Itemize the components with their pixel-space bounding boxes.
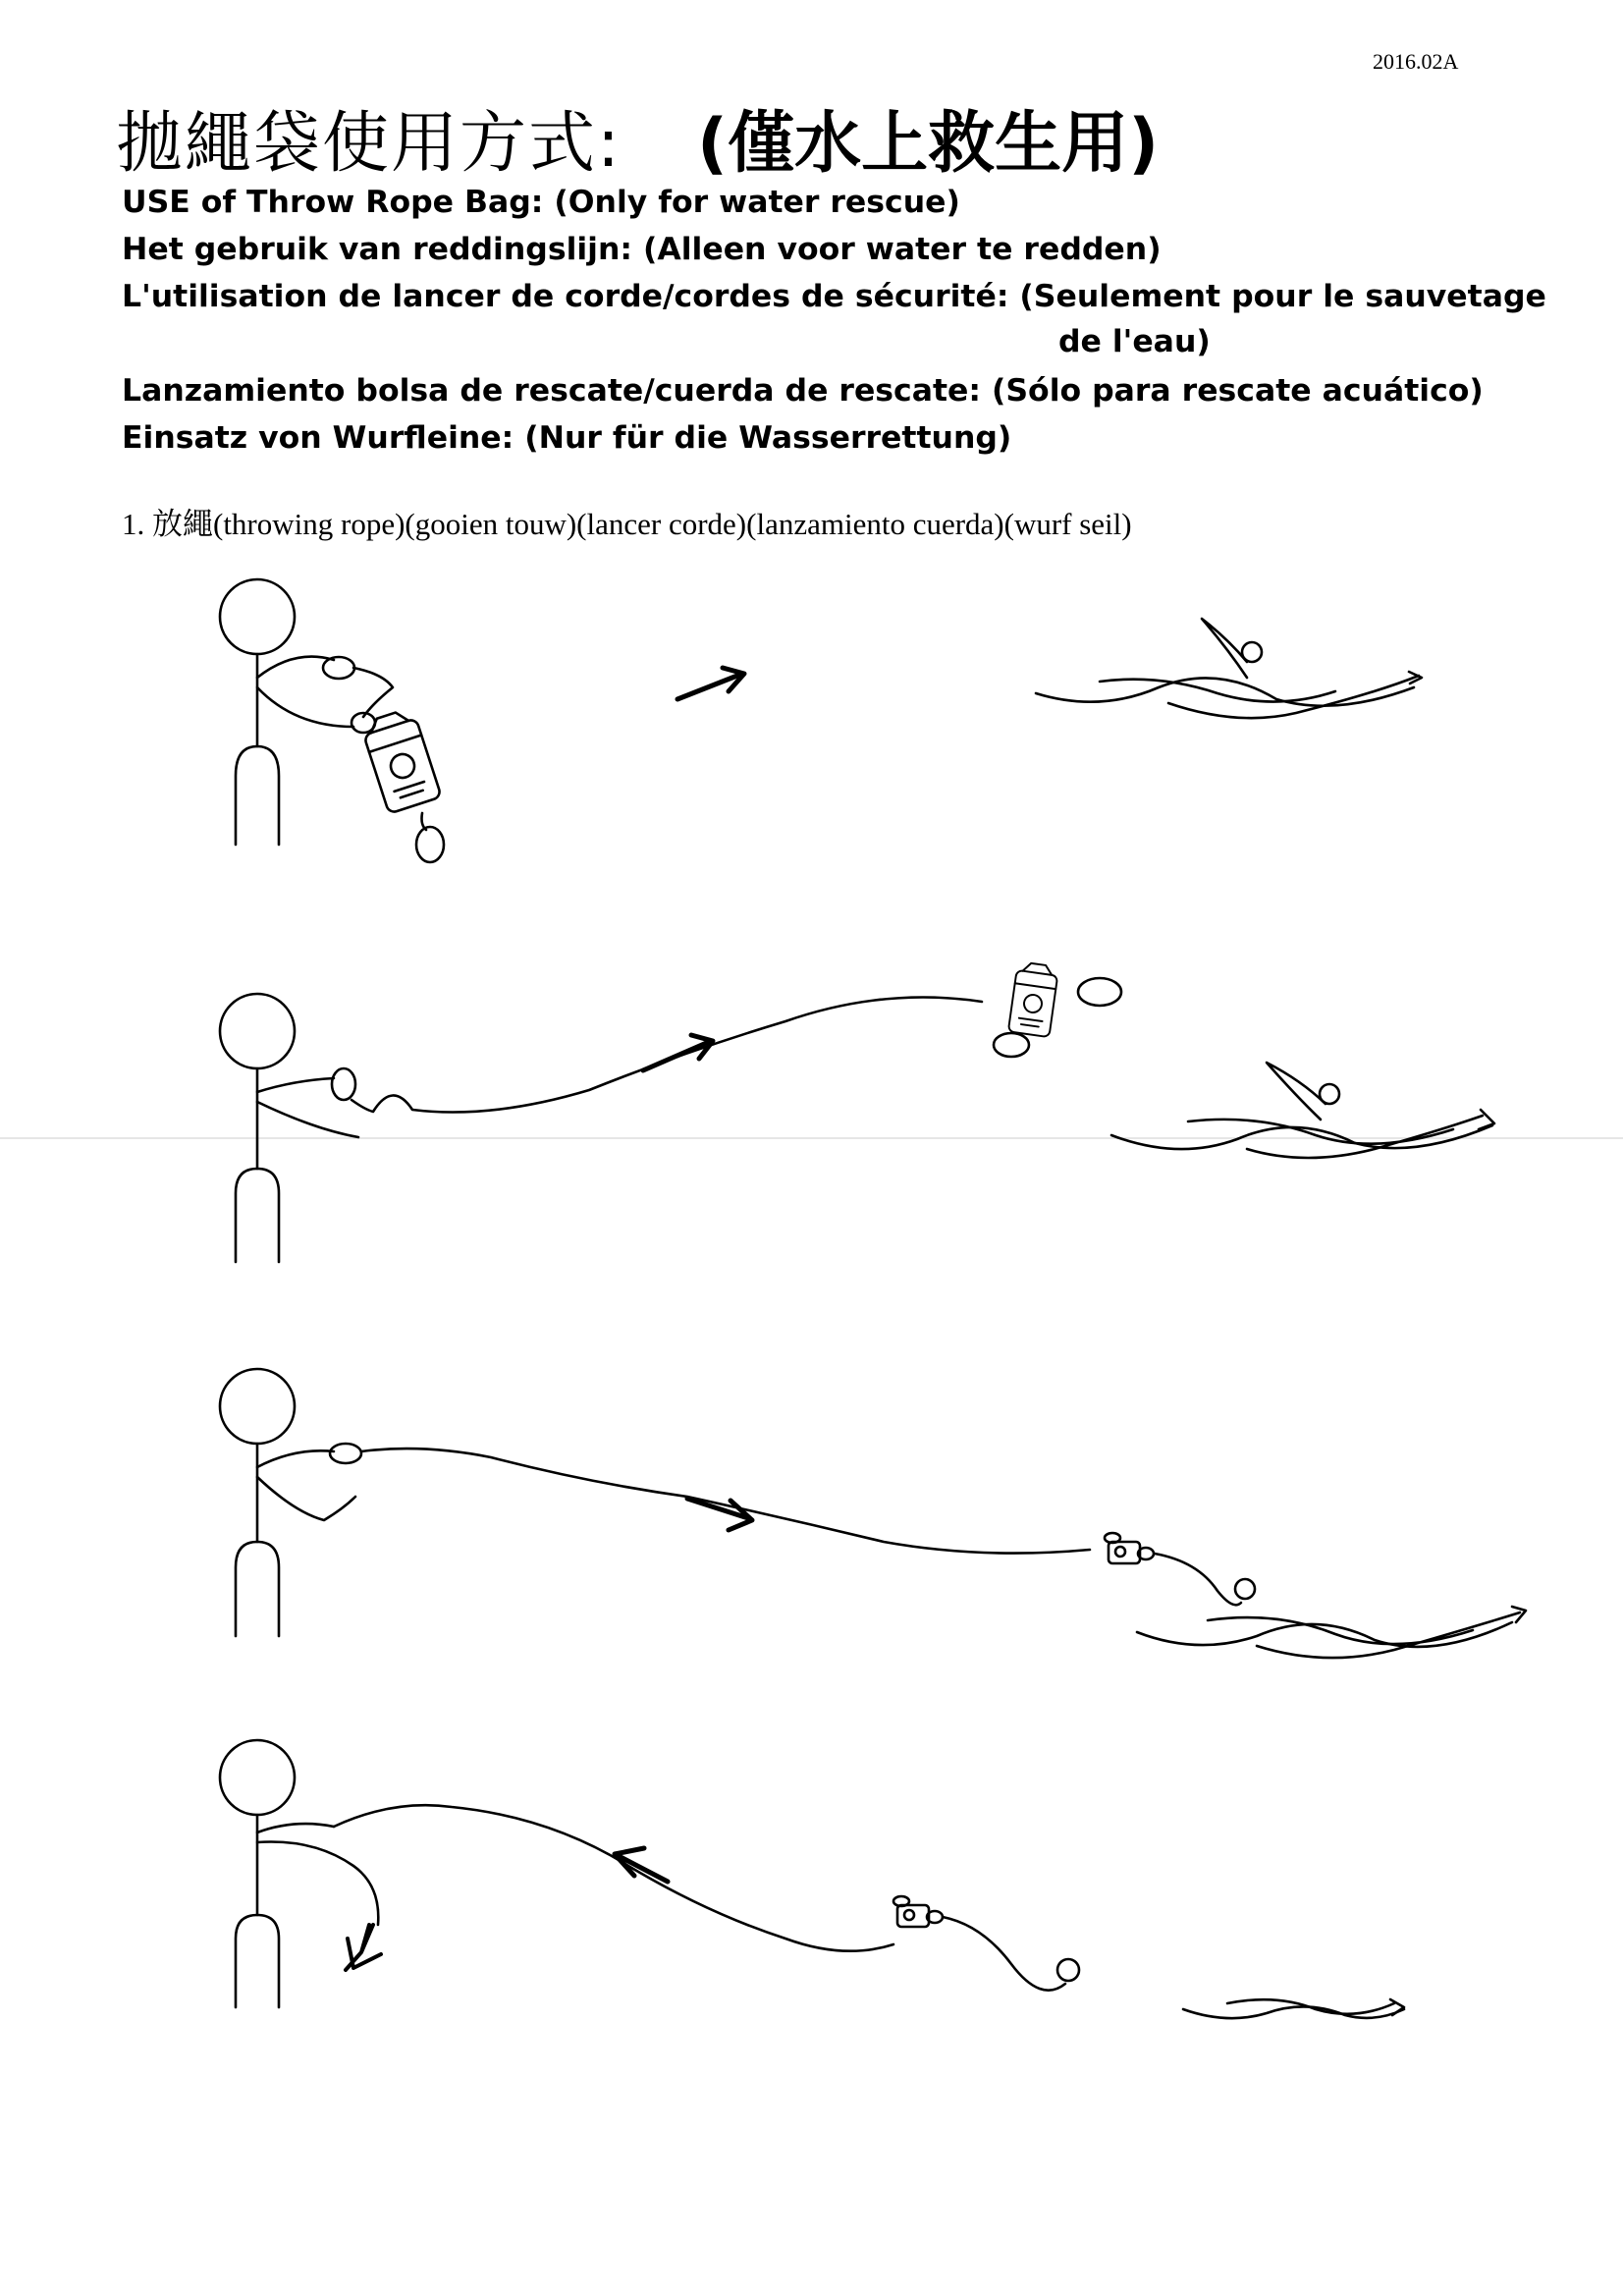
person-head xyxy=(220,1740,295,1815)
rope xyxy=(361,1449,1090,1553)
person-arms xyxy=(257,657,353,727)
swimmer xyxy=(1036,619,1422,718)
instruction-dutch: Het gebruik van reddingslijn: (Alleen voor water te redden) xyxy=(122,232,1162,267)
instruction-english: USE of Throw Rope Bag: (Only for water rescue) xyxy=(122,185,960,220)
rope-bag xyxy=(360,707,442,814)
title-chinese-note: (僅水上救生用) xyxy=(697,105,1160,183)
swimmer xyxy=(1137,1579,1526,1658)
instruction-french: L'utilisation de lancer de corde/cordes de sécurité: (Seulement pour le sauvetage xyxy=(122,279,1546,314)
swimmer xyxy=(1111,1063,1494,1158)
panel-3-rope-reaches-swimmer xyxy=(220,1369,1526,1658)
rope xyxy=(352,998,982,1113)
person-legs xyxy=(236,746,279,845)
panel-1-hold-bag xyxy=(220,579,1422,862)
instruction-french-continued: de l'eau) xyxy=(1058,324,1211,359)
panel-4-pull-back xyxy=(220,1740,1404,2018)
person-head xyxy=(220,579,295,654)
panel-2-throw xyxy=(220,961,1494,1262)
instruction-german: Einsatz von Wurfleine: (Nur für die Wasserrettung) xyxy=(122,420,1012,456)
rope xyxy=(334,1805,893,1951)
person-head xyxy=(220,994,295,1068)
person-head xyxy=(220,1369,295,1444)
title-chinese: 拋繩袋使用方式: xyxy=(116,105,622,183)
swimmer xyxy=(1057,1959,1404,2018)
instruction-spanish: Lanzamiento bolsa de rescate/cuerda de rescate: (Sólo para rescate acuático) xyxy=(122,373,1484,409)
step-1-label: 1. 放繩(throwing rope)(gooien touw)(lancer corde)(lanzamiento cuerda)(wurf seil) xyxy=(122,507,1132,541)
document-code: 2016.02A xyxy=(1373,49,1459,74)
rope xyxy=(353,668,393,717)
rope-bag xyxy=(1105,1533,1154,1563)
rope-bag xyxy=(893,1896,943,1927)
rope-bag xyxy=(1008,961,1059,1037)
